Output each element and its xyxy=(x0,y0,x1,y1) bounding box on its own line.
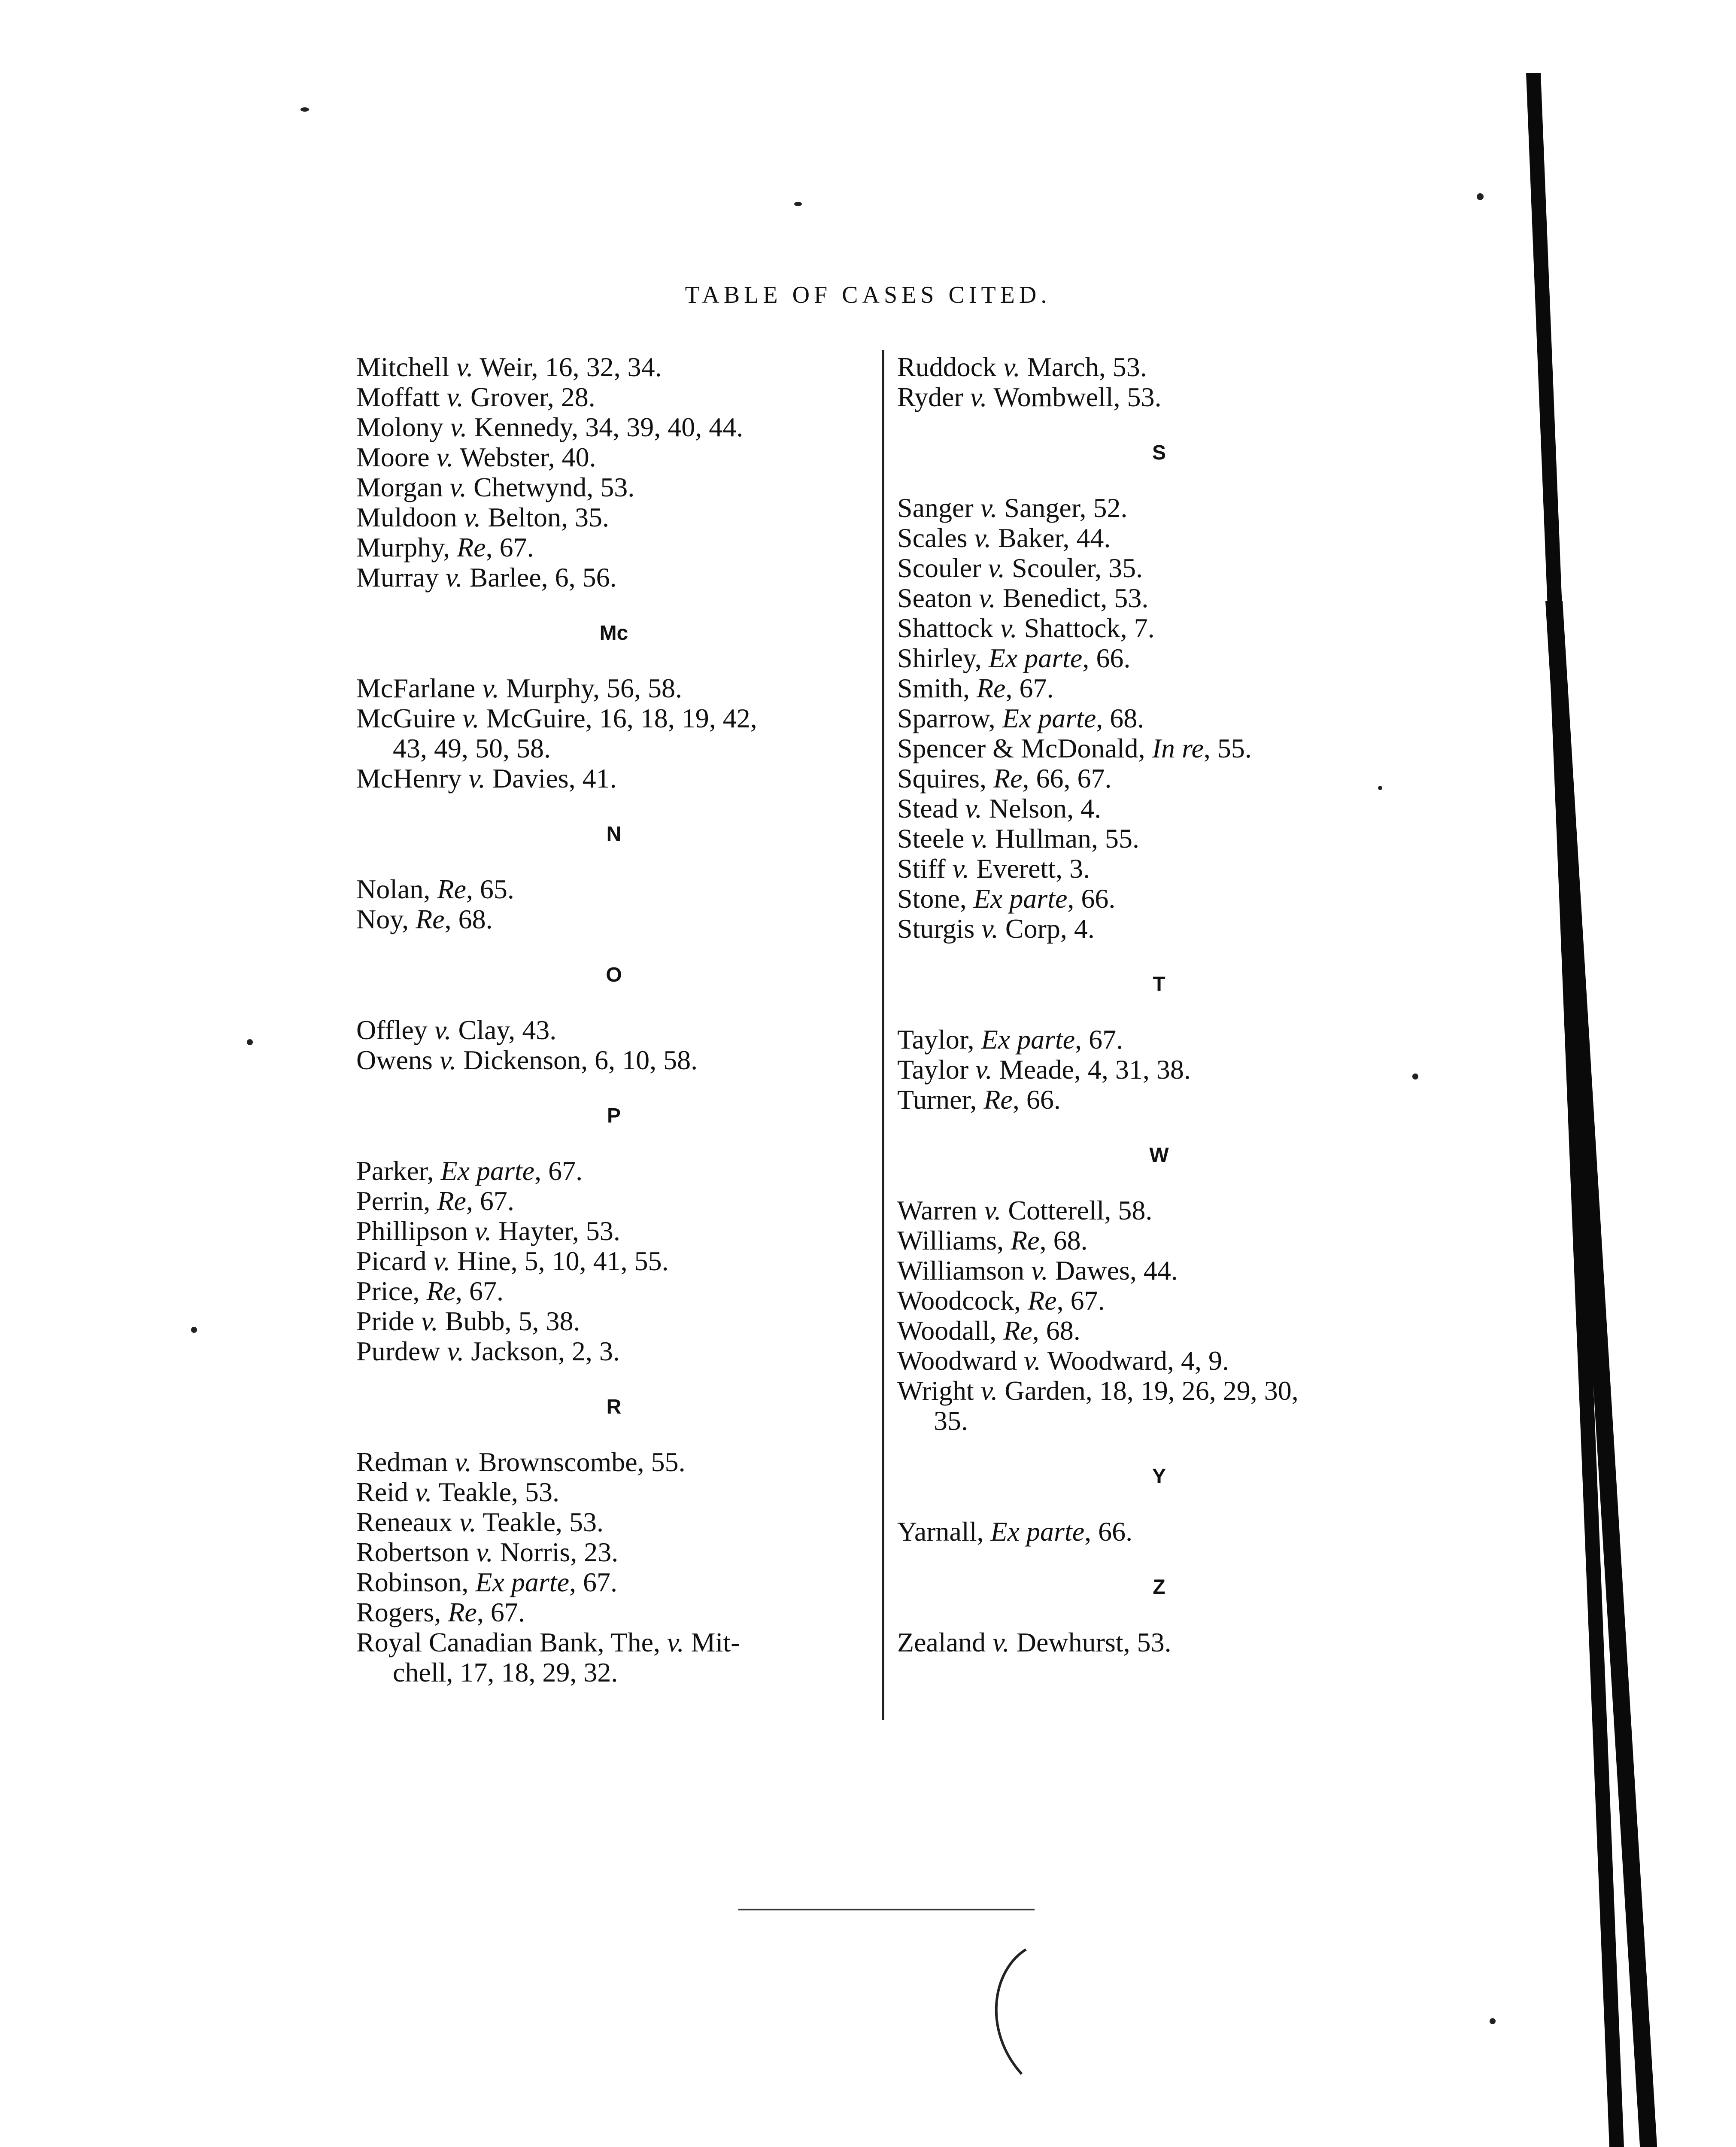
case-entry-text: , 55. xyxy=(1203,733,1252,763)
case-entry-italic: v. xyxy=(988,553,1005,583)
case-entry-text: Hullman, 55. xyxy=(988,823,1139,854)
case-entry-italic: Ex parte xyxy=(973,883,1068,914)
case-entry-text: Grover, 28. xyxy=(464,382,595,412)
case-entry-text: Turner, xyxy=(897,1084,984,1115)
case-entry-text: Wombwell, 53. xyxy=(987,382,1162,412)
case-entry xyxy=(897,493,1455,523)
case-entry-text: Scouler, 35. xyxy=(1005,553,1143,583)
case-entry xyxy=(897,884,1455,914)
case-entry-text: Murray xyxy=(356,562,446,593)
case-entry xyxy=(356,1306,871,1336)
column-divider xyxy=(882,350,884,1720)
case-entry-text: Phillipson xyxy=(356,1216,475,1246)
case-entry-italic: Ex parte xyxy=(988,643,1083,673)
case-entry-text: , 67. xyxy=(476,1597,525,1627)
case-entry xyxy=(897,673,1455,703)
case-entry-text: Dewhurst, 53. xyxy=(1009,1627,1171,1657)
case-entry-continuation: 43, 49, 50, 58. xyxy=(393,733,551,763)
case-entry-text: Garden, 18, 19, 26, 29, 30, xyxy=(998,1375,1299,1406)
page-title: TABLE OF CASES CITED. xyxy=(685,282,1051,308)
case-entry-text: Dawes, 44. xyxy=(1048,1255,1178,1286)
case-entry xyxy=(356,1336,871,1366)
footer-rule xyxy=(738,1909,1035,1910)
case-entry xyxy=(897,1055,1455,1085)
case-entry-text: Williams, xyxy=(897,1225,1011,1256)
case-entry xyxy=(897,1195,1455,1226)
case-entry-text: , 66. xyxy=(1082,643,1131,673)
case-entry xyxy=(897,352,1455,382)
case-entry-italic: Re xyxy=(993,763,1023,794)
case-entry-text: , 67. xyxy=(569,1567,617,1597)
case-entry-text: Sanger, 52. xyxy=(997,493,1128,523)
case-entry xyxy=(356,904,871,934)
case-entry-text: Warren xyxy=(897,1195,984,1226)
case-entry-text: Molony xyxy=(356,412,450,442)
case-entry xyxy=(897,1517,1455,1547)
case-entry-italic: v. xyxy=(456,352,473,382)
case-entry-text: Seaton xyxy=(897,583,979,613)
case-entry-text: Scouler xyxy=(897,553,988,583)
case-entry xyxy=(897,643,1455,673)
case-entry xyxy=(356,1627,871,1688)
case-entry-italic: Re xyxy=(426,1276,455,1306)
case-entry-text: Rogers, xyxy=(356,1597,448,1627)
case-entry-italic: v. xyxy=(415,1477,432,1507)
case-entry xyxy=(356,442,871,472)
case-entry-text: Bubb, 5, 38. xyxy=(438,1306,580,1336)
case-entry-italic: v. xyxy=(447,1336,464,1366)
case-entry-text: , 67. xyxy=(1005,673,1054,703)
case-entry-italic: Re xyxy=(437,1186,466,1216)
case-entry xyxy=(897,854,1455,884)
section-letter: Y xyxy=(1152,1465,1166,1488)
case-entry-italic: v. xyxy=(476,1537,493,1567)
case-entry-text: Stead xyxy=(897,793,965,824)
case-entry-text: Murphy, xyxy=(356,532,457,563)
section-letter: P xyxy=(607,1104,621,1127)
case-entry xyxy=(356,563,871,593)
case-entry-italic: v. xyxy=(1031,1255,1048,1286)
case-entry-text: Squires, xyxy=(897,763,993,794)
ink-speck xyxy=(794,202,802,206)
case-entry-italic: v. xyxy=(974,523,992,553)
case-entry-italic: Re xyxy=(416,904,445,934)
case-entry-text: , 67. xyxy=(466,1186,514,1216)
case-entry-text: Ryder xyxy=(897,382,970,412)
case-entry-text: Belton, 35. xyxy=(481,502,609,532)
case-entry-italic: v. xyxy=(975,1054,992,1085)
case-entry-text: Hayter, 53. xyxy=(492,1216,620,1246)
case-entry xyxy=(897,1627,1455,1657)
ink-speck xyxy=(300,107,309,112)
case-entry-text: Ruddock xyxy=(897,352,1004,382)
bracket-mark xyxy=(974,1945,1035,2083)
case-entry-text: Redman xyxy=(356,1447,455,1477)
case-entry-text: Offley xyxy=(356,1015,434,1045)
case-entry-italic: v. xyxy=(462,703,480,733)
case-entry-text: Teakle, 53. xyxy=(476,1507,604,1537)
case-entry-italic: Re xyxy=(1011,1225,1040,1256)
case-entry-text: Corp, 4. xyxy=(998,913,1095,944)
case-entry-italic: v. xyxy=(965,793,982,824)
case-entry xyxy=(356,1477,871,1507)
case-entry-text: Shirley, xyxy=(897,643,989,673)
case-entry-italic: v. xyxy=(981,913,999,944)
case-entry-text: Wright xyxy=(897,1375,981,1406)
case-entry-text: Moffatt xyxy=(356,382,447,412)
case-entry-italic: In re xyxy=(1152,733,1204,763)
case-entry xyxy=(356,1045,871,1075)
case-entry-text: Scales xyxy=(897,523,974,553)
case-entry-text: Clay, 43. xyxy=(451,1015,557,1045)
case-entry-italic: v. xyxy=(459,1507,476,1537)
case-entry-text: Nelson, 4. xyxy=(982,793,1102,824)
case-entry-text: Steele xyxy=(897,823,971,854)
section-letter: Z xyxy=(1153,1576,1165,1599)
ink-speck xyxy=(1490,2018,1496,2024)
case-entry xyxy=(897,1376,1455,1436)
case-entry xyxy=(897,1316,1455,1346)
case-entry-text: Sparrow, xyxy=(897,703,1002,733)
case-entry xyxy=(897,1346,1455,1376)
case-entry xyxy=(897,613,1455,643)
case-entry-italic: v. xyxy=(667,1627,684,1657)
case-entry-text: Picard xyxy=(356,1246,434,1276)
case-entry-text: March, 53. xyxy=(1020,352,1147,382)
case-entry-text: Yarnall, xyxy=(897,1516,991,1547)
case-entry-text: Stone, xyxy=(897,883,974,914)
case-entry-text: Webster, 40. xyxy=(453,442,596,472)
case-entry-text: Moore xyxy=(356,442,437,472)
case-entry xyxy=(356,874,871,904)
case-entry-text: Muldoon xyxy=(356,502,464,532)
section-letter: W xyxy=(1149,1144,1169,1167)
case-entry-text: , 67. xyxy=(455,1276,504,1306)
case-entry-text: Kennedy, 34, 39, 40, 44. xyxy=(467,412,744,442)
case-entry-text: Meade, 4, 31, 38. xyxy=(992,1054,1191,1085)
case-entry-text: Pride xyxy=(356,1306,422,1336)
case-entry-italic: v. xyxy=(445,562,463,593)
ink-speck xyxy=(191,1327,197,1333)
case-entry-text: Smith, xyxy=(897,673,977,703)
case-entry xyxy=(356,1015,871,1045)
case-entry-text: , 68. xyxy=(444,904,493,934)
case-entry-text: Woodall, xyxy=(897,1315,1004,1346)
case-entry xyxy=(897,733,1455,763)
case-entry-text: Davies, 41. xyxy=(485,763,617,794)
case-entry xyxy=(356,1507,871,1537)
case-entry-text: McGuire, 16, 18, 19, 42, xyxy=(479,703,757,733)
case-entry-italic: v. xyxy=(482,673,499,703)
case-entry-italic: Re xyxy=(1003,1315,1032,1346)
case-entry-text: , 67. xyxy=(486,532,534,563)
case-entry-text: Everett, 3. xyxy=(969,853,1090,884)
case-entry xyxy=(897,523,1455,553)
case-entry-text: Morgan xyxy=(356,472,450,502)
case-entry-italic: v. xyxy=(455,1447,472,1477)
case-entry xyxy=(356,703,871,763)
case-entry-text: , 66. xyxy=(1084,1516,1133,1547)
case-entry-text: Robertson xyxy=(356,1537,476,1567)
section-letter: O xyxy=(606,964,622,986)
case-entry-text: Brownscombe, 55. xyxy=(471,1447,686,1477)
case-entry xyxy=(356,1537,871,1567)
case-entry-italic: v. xyxy=(980,1375,998,1406)
case-entry-text: , 67. xyxy=(1075,1024,1123,1055)
case-entry xyxy=(356,1276,871,1306)
case-entry xyxy=(356,532,871,563)
case-entry-text: Taylor xyxy=(897,1054,976,1085)
section-letter: Mc xyxy=(599,622,628,645)
case-entry-italic: Re xyxy=(457,532,486,563)
case-entry-text: Woodcock, xyxy=(897,1285,1028,1316)
case-entry-text: Teakle, 53. xyxy=(432,1477,559,1507)
case-entry-text: Benedict, 53. xyxy=(995,583,1149,613)
case-entry-text: Norris, 23. xyxy=(493,1537,619,1567)
case-entry-italic: v. xyxy=(980,493,998,523)
case-entry-italic: Ex parte xyxy=(475,1567,569,1597)
left-column xyxy=(356,352,871,1688)
ink-speck xyxy=(1477,193,1484,200)
case-entry-text: Murphy, 56, 58. xyxy=(499,673,682,703)
case-entry-text: Cotterell, 58. xyxy=(1001,1195,1153,1226)
case-entry-text: Jackson, 2, 3. xyxy=(464,1336,620,1366)
case-entry-text: Parker, xyxy=(356,1156,441,1186)
case-entry xyxy=(356,382,871,412)
case-entry-text: McFarlane xyxy=(356,673,483,703)
case-entry-italic: v. xyxy=(971,823,989,854)
case-entry-text: Shattock, 7. xyxy=(1017,613,1155,643)
case-entry xyxy=(897,1256,1455,1286)
section-letter: R xyxy=(606,1396,622,1418)
case-entry-continuation: chell, 17, 18, 29, 32. xyxy=(393,1657,618,1688)
case-entry xyxy=(897,1286,1455,1316)
case-entry xyxy=(897,824,1455,854)
case-entry-text: Hine, 5, 10, 41, 55. xyxy=(450,1246,669,1276)
case-entry-italic: v. xyxy=(436,442,454,472)
case-entry-text: Woodward, 4, 9. xyxy=(1041,1345,1229,1376)
case-entry xyxy=(356,763,871,794)
ink-speck xyxy=(1378,786,1382,790)
case-entry-italic: v. xyxy=(1003,352,1020,382)
case-entry-text: Sturgis xyxy=(897,913,982,944)
case-entry-text: Perrin, xyxy=(356,1186,437,1216)
case-entry xyxy=(356,1246,871,1276)
case-entry-text: Dickenson, 6, 10, 58. xyxy=(456,1045,698,1075)
case-entry-italic: v. xyxy=(474,1216,492,1246)
case-entry-italic: v. xyxy=(449,472,467,502)
case-entry-text: Mit- xyxy=(684,1627,740,1657)
case-entry-text: Spencer & McDonald, xyxy=(897,733,1152,763)
case-entry-text: Price, xyxy=(356,1276,427,1306)
case-entry-text: Reid xyxy=(356,1477,415,1507)
case-entry-text: Weir, 16, 32, 34. xyxy=(473,352,662,382)
case-entry-italic: v. xyxy=(1000,613,1017,643)
case-entry-text: Woodward xyxy=(897,1345,1024,1376)
section-letter: S xyxy=(1152,441,1166,464)
case-entry-italic: v. xyxy=(984,1195,1002,1226)
ink-speck xyxy=(1412,1074,1418,1080)
case-entry-text: , 68. xyxy=(1096,703,1144,733)
case-entry-text: , 66, 67. xyxy=(1022,763,1112,794)
case-entry-italic: Re xyxy=(448,1597,477,1627)
case-entry-text: Sanger xyxy=(897,493,980,523)
case-entry-text: Shattock xyxy=(897,613,1000,643)
case-entry xyxy=(356,412,871,442)
case-entry-italic: v. xyxy=(952,853,970,884)
case-entry-text: Royal Canadian Bank, The, xyxy=(356,1627,667,1657)
case-entry xyxy=(356,502,871,532)
case-entry-italic: v. xyxy=(979,583,996,613)
case-entry xyxy=(897,703,1455,733)
case-entry-continuation: 35. xyxy=(934,1405,968,1436)
case-entry-italic: v. xyxy=(434,1015,452,1045)
case-entry-text: , 67. xyxy=(534,1156,583,1186)
section-letter: T xyxy=(1153,973,1165,996)
case-entry-text: , 68. xyxy=(1039,1225,1088,1256)
case-entry-text: McHenry xyxy=(356,763,469,794)
section-letter: N xyxy=(606,823,622,845)
right-column xyxy=(897,352,1455,1657)
case-entry-text: Williamson xyxy=(897,1255,1032,1286)
case-entry xyxy=(897,1085,1455,1115)
case-entry xyxy=(356,1567,871,1597)
case-entry-italic: v. xyxy=(433,1246,451,1276)
case-entry-italic: v. xyxy=(992,1627,1010,1657)
case-entry-text: McGuire xyxy=(356,703,463,733)
case-entry-text: Taylor, xyxy=(897,1024,981,1055)
case-entry xyxy=(897,763,1455,794)
case-entry xyxy=(356,1156,871,1186)
case-entry xyxy=(356,1216,871,1246)
case-entry-text: , 67. xyxy=(1056,1285,1105,1316)
case-entry-italic: v. xyxy=(1024,1345,1041,1376)
case-entry xyxy=(356,352,871,382)
case-entry xyxy=(897,794,1455,824)
case-entry-italic: Re xyxy=(983,1084,1013,1115)
case-entry-italic: Ex parte xyxy=(990,1516,1085,1547)
case-entry-italic: v. xyxy=(970,382,987,412)
case-entry xyxy=(356,1447,871,1477)
case-entry-text: Stiff xyxy=(897,853,953,884)
case-entry-text: Zealand xyxy=(897,1627,993,1657)
case-entry-italic: v. xyxy=(446,382,464,412)
case-entry xyxy=(897,1226,1455,1256)
case-entry-text: Baker, 44. xyxy=(991,523,1111,553)
case-entry xyxy=(897,553,1455,583)
case-entry-italic: Re xyxy=(437,874,466,904)
case-entry-text: Purdew xyxy=(356,1336,447,1366)
case-entry-italic: v. xyxy=(439,1045,457,1075)
case-entry-italic: Re xyxy=(1028,1285,1057,1316)
case-entry-italic: Ex parte xyxy=(440,1156,535,1186)
case-entry-italic: v. xyxy=(421,1306,438,1336)
case-entry-italic: v. xyxy=(468,763,486,794)
case-entry xyxy=(897,382,1455,412)
case-entry xyxy=(356,1597,871,1627)
case-entry-italic: Re xyxy=(976,673,1006,703)
case-entry-text: , 65. xyxy=(466,874,514,904)
ink-speck xyxy=(247,1039,253,1045)
case-entry-italic: Ex parte xyxy=(1002,703,1096,733)
case-entry xyxy=(356,1186,871,1216)
case-entry-text: Mitchell xyxy=(356,352,456,382)
case-entry-text: Nolan, xyxy=(356,874,437,904)
case-entry-text: Barlee, 6, 56. xyxy=(462,562,617,593)
case-entry-text: , 66. xyxy=(1012,1084,1061,1115)
case-entry-italic: Ex parte xyxy=(981,1024,1075,1055)
case-entry xyxy=(897,914,1455,944)
case-entry xyxy=(356,673,871,703)
case-entry-text: Owens xyxy=(356,1045,440,1075)
case-entry-italic: v. xyxy=(450,412,467,442)
case-entry xyxy=(356,472,871,502)
case-entry xyxy=(897,583,1455,613)
case-entry-text: Noy, xyxy=(356,904,416,934)
case-entry-text: Chetwynd, 53. xyxy=(467,472,635,502)
case-entry-text: , 68. xyxy=(1032,1315,1080,1346)
case-entry-italic: v. xyxy=(464,502,481,532)
case-entry-text: Reneaux xyxy=(356,1507,459,1537)
case-entry xyxy=(897,1025,1455,1055)
case-entry-text: Robinson, xyxy=(356,1567,476,1597)
case-entry-text: , 66. xyxy=(1067,883,1116,914)
